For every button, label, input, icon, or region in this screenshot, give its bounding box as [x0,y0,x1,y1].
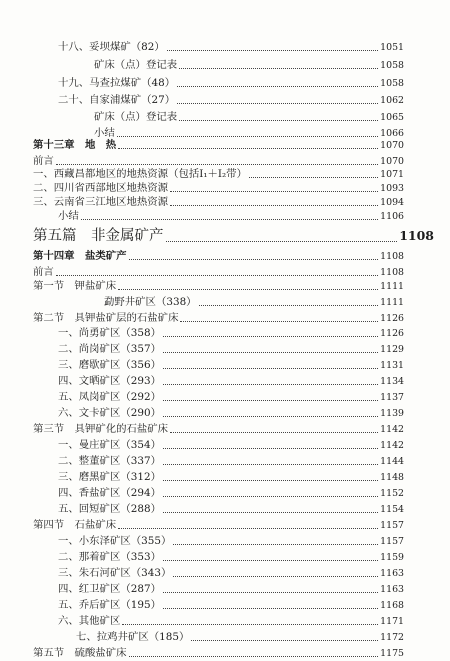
toc-leader-dots [118,147,378,149]
toc-page-number: 1111 [380,297,404,308]
toc-entry: 勐野井矿区（338） [104,296,197,308]
toc-leader-dots [81,218,378,220]
toc-entry: 六、其他矿区 [58,615,121,627]
toc-entry: 二、那着矿区（353） [58,551,161,563]
toc-entry: 三、云南省三江地区地热资源 [33,196,169,208]
toc-page-number: 1108 [380,251,404,262]
toc-entry: 矿床（点）登记表 [94,111,178,123]
toc-page-number: 1065 [380,112,404,123]
toc-leader-dots [118,288,378,290]
toc-entry: 四、香盐矿区（294） [58,487,161,499]
toc-entry: 五、乔后矿区（195） [58,599,161,611]
toc-page-number: 1058 [380,78,404,89]
toc-page-number: 1106 [380,211,404,222]
toc-page-number: 1154 [380,504,404,515]
toc-page-number: 1148 [380,472,404,483]
toc-entry: 二、整董矿区（337） [58,455,161,467]
toc-leader-dots [163,607,378,609]
toc-entry: 第五节 硫酸盐矿床 [33,647,127,659]
toc-page-number: 1108 [380,267,404,278]
toc-leader-dots [117,135,378,137]
toc-entry: 第四节 石盐矿床 [33,519,117,531]
toc-page-number: 1134 [380,376,404,387]
toc-entry: 三、磨黑矿区（312） [58,471,161,483]
toc-page-number: 1139 [380,408,404,419]
toc-entry: 第一节 钾盐矿床 [33,280,117,292]
toc-page-number: 1137 [380,392,404,403]
toc-page-number: 1070 [380,156,404,167]
toc-leader-dots [180,320,378,322]
toc-leader-dots [249,176,378,178]
toc-entry: 前言 [33,155,54,167]
toc-page-number: 1051 [380,42,404,53]
toc-leader-dots [177,85,378,87]
toc-leader-dots [177,102,378,104]
toc-leader-dots [179,67,378,69]
toc-page-number: 1175 [380,648,404,659]
toc-leader-dots [129,258,379,260]
toc-entry: 七、拉鸡井矿区（185） [76,631,190,643]
toc-page-number: 1070 [380,140,404,151]
toc-leader-dots [199,304,379,306]
toc-leader-dots [163,591,378,593]
toc-leader-dots [56,163,378,165]
toc-entry: 十九、马查拉煤矿（48） [58,77,176,89]
toc-page-number: 1163 [380,568,404,579]
toc-leader-dots [163,351,378,353]
toc-leader-dots [170,431,378,433]
toc-entry: 二、四川省西部地区地热资源 [33,182,169,194]
toc-page-number: 1152 [380,488,404,499]
toc-entry: 二、尚岗矿区（357） [58,343,161,355]
toc-leader-dots [163,495,378,497]
toc-entry: 一、尚勇矿区（358） [58,327,161,339]
toc-part-heading: 第五篇 非金属矿产 [33,228,164,244]
toc-leader-dots [163,367,378,369]
toc-entry: 一、曼庄矿区（354） [58,439,161,451]
toc-leader-dots [163,415,378,417]
toc-leader-dots [173,575,378,577]
toc-leader-dots [166,240,398,242]
toc-leader-dots [163,383,378,385]
toc-leader-dots [170,204,378,206]
toc-page-number: 1111 [380,281,404,292]
toc-page-number: 1093 [380,183,404,194]
toc-entry: 五、凤岗矿区（292） [58,391,161,403]
toc-entry: 第三节 具钾矿化的石盐矿床 [33,423,169,435]
toc-leader-dots [167,49,378,51]
toc-chapter-heading: 第十三章 地 热 [33,139,117,151]
toc-leader-dots [170,190,378,192]
toc-entry: 前言 [33,266,54,278]
toc-entry: 五、回短矿区（288） [58,503,161,515]
toc-page-number: 1142 [380,424,404,435]
toc-leader-dots [163,559,378,561]
toc-page-number: 1172 [380,632,404,643]
toc-page-number: 1066 [380,128,404,139]
toc-page-number: 1168 [380,600,404,611]
toc-page-number: 1159 [380,552,404,563]
toc-page-number: 1126 [380,328,404,339]
toc-leader-dots [179,119,378,121]
toc-entry: 小结 [94,127,115,139]
toc-entry: 四、文晒矿区（293） [58,375,161,387]
toc-leader-dots [163,399,378,401]
toc-page-number: 1071 [380,169,404,180]
toc-page-number: 1094 [380,197,404,208]
toc-entry: 第二节 具钾盐矿层的石盐矿床 [33,312,179,324]
toc-leader-dots [163,511,378,513]
toc-page-number: 1131 [380,360,404,371]
toc-entry: 六、文卡矿区（290） [58,407,161,419]
toc-entry: 一、小东泽矿区（355） [58,535,172,547]
toc-page-number: 1129 [380,344,404,355]
toc-page-number: 1157 [380,520,404,531]
toc-leader-dots [122,623,378,625]
toc-entry: 十八、妥坝煤矿（82） [58,41,165,53]
toc-leader-dots [163,447,378,449]
toc-leader-dots [191,639,378,641]
toc-leader-dots [163,479,378,481]
toc-chapter-heading: 第十四章 盐类矿产 [33,250,127,262]
toc-leader-dots [163,463,378,465]
toc-page-number: 1142 [380,440,404,451]
toc-entry: 矿床（点）登记表 [94,59,178,71]
toc-entry: 二十、自家浦煤矿（27） [58,94,176,106]
toc-leader-dots [56,274,378,276]
toc-entry: 三、朱石河矿区（343） [58,567,172,579]
toc-page-number: 1126 [380,313,404,324]
toc-page-number: 1163 [380,584,404,595]
toc-leader-dots [163,335,378,337]
toc-page-number: 1171 [380,616,404,627]
toc-entry: 三、磨歇矿区（356） [58,359,161,371]
toc-entry: 四、红卫矿区（287） [58,583,161,595]
toc-page-number: 1144 [380,456,404,467]
toc-page-number: 1062 [380,95,404,106]
toc-leader-dots [173,543,378,545]
toc-leader-dots [118,527,378,529]
toc-entry: 一、西藏昌都地区的地热资源（包括Ⅰ₁＋Ⅰ₂带） [33,168,247,180]
toc-entry: 小结 [58,210,79,222]
toc-page-number: 1108 [399,228,434,243]
toc-page-number: 1058 [380,60,404,71]
toc-page-number: 1157 [380,536,404,547]
